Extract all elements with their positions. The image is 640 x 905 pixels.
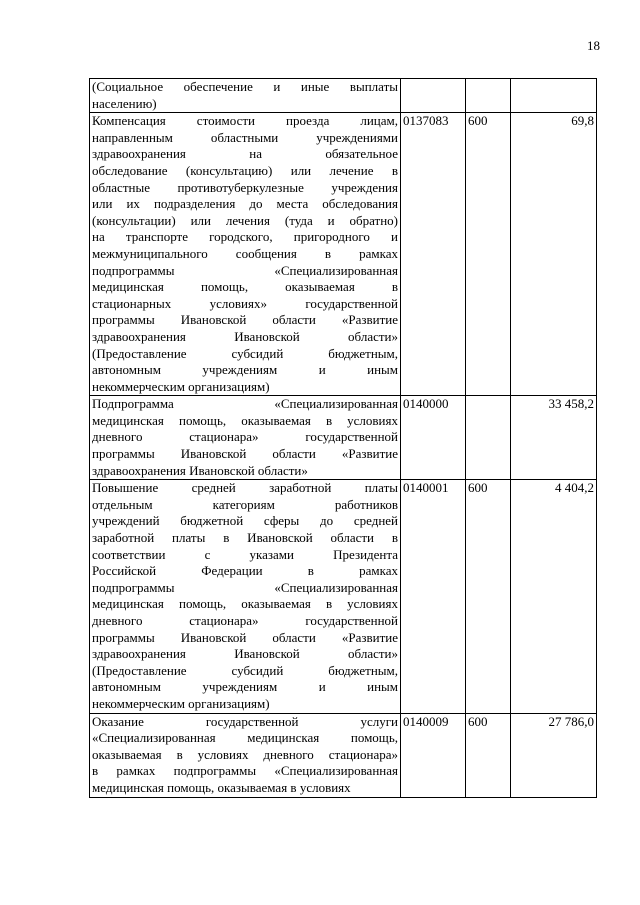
description-line: направленным областными учреждениями [92,129,398,145]
description-line: учреждений бюджетной сферы до средней [92,513,398,529]
row-description [90,480,401,713]
table-row [90,113,597,396]
description-line: областные противотуберкулезные учреждения [92,179,398,195]
table-row [90,396,597,480]
description-line: здравоохранения Ивановской области» [92,646,398,662]
description-line: автономным учреждениям и иным [92,362,398,378]
row-description [90,713,401,797]
description-line: в рамках подпрограммы «Специализированная [92,763,398,779]
description-line: Российской Федерации в рамках [92,563,398,579]
description-line: программы Ивановской области «Развитие [92,312,398,328]
description-line: (Предоставление субсидий бюджетным, [92,662,398,678]
row-target-code: 0140000 [401,396,466,480]
row-amount: 33 458,2 [511,396,597,480]
description-line: соответствии с указами Президента [92,546,398,562]
description-line: или их подразделения до места обследования [92,196,398,212]
description-line: Подпрограмма «Специализированная [92,396,398,412]
description-line: «Специализированная медицинская помощь, [92,730,398,746]
description-line: дневного стационара» государственной [92,429,398,445]
description-line: (Предоставление субсидий бюджетным, [92,345,398,361]
table-row [90,79,597,113]
budget-table [89,78,597,798]
row-amount [511,79,597,113]
description-line: здравоохранения Ивановской области» [92,462,308,478]
row-amount: 69,8 [511,113,597,396]
row-expense-type [466,79,511,113]
description-line: некоммерческим организациям) [92,695,270,711]
row-description [90,79,401,113]
description-line: подпрограммы «Специализированная [92,262,398,278]
description-line: на транспорте городского, пригородного и [92,229,398,245]
description-line: программы Ивановской области «Развитие [92,446,398,462]
description-line: программы Ивановской области «Развитие [92,629,398,645]
description-line: (Социальное обеспечение и иные выплаты [92,79,398,94]
description-line: отдельным категориям работников [92,496,398,512]
row-expense-type: 600 [466,480,511,713]
description-line: здравоохранения на обязательное [92,146,398,162]
table-row [90,480,597,713]
row-amount: 4 404,2 [511,480,597,713]
row-target-code: 0140009 [401,713,466,797]
description-line: населению) [92,95,157,111]
row-target-code: 0140001 [401,480,466,713]
table-row [90,713,597,797]
row-amount: 27 786,0 [511,713,597,797]
description-line: дневного стационара» государственной [92,613,398,628]
row-expense-type: 600 [466,113,511,396]
description-line: подпрограммы «Специализированная [92,579,398,595]
description-line: медицинская помощь, оказываемая в условиях [92,596,398,612]
description-line: стационарных условиях» государственной [92,295,398,311]
description-line: Повышение средней заработной платы [92,480,398,496]
description-line: оказываемая в условиях дневного стационара» [92,746,398,762]
description-line: здравоохранения Ивановской области» [92,328,398,344]
description-line: Оказание государственной услуги [92,713,398,729]
row-description [90,113,401,396]
description-line: обследование (консультацию) или лечение в [92,162,398,178]
description-line: межмуниципального сообщения в рамках [92,245,398,261]
description-line: (консультации) или лечения (туда и обратно) [92,212,398,228]
row-target-code: 0137083 [401,113,466,396]
row-expense-type: 600 [466,713,511,797]
description-line: автономным учреждениям и иным [92,679,398,695]
description-line: медицинская помощь, оказываемая в условиях [92,412,398,428]
row-description [90,396,401,480]
row-target-code [401,79,466,113]
description-line: Компенсация стоимости проезда лицам, [92,113,398,129]
budget-table-body [90,79,597,798]
description-line: некоммерческим организациям) [92,378,270,394]
description-line: заработной платы в Ивановской области в [92,530,398,546]
description-line: медицинская помощь, оказываемая в [92,279,398,295]
page-number: 18 [587,38,600,53]
row-expense-type [466,396,511,480]
description-line: медицинская помощь, оказываемая в условиях [92,779,351,795]
